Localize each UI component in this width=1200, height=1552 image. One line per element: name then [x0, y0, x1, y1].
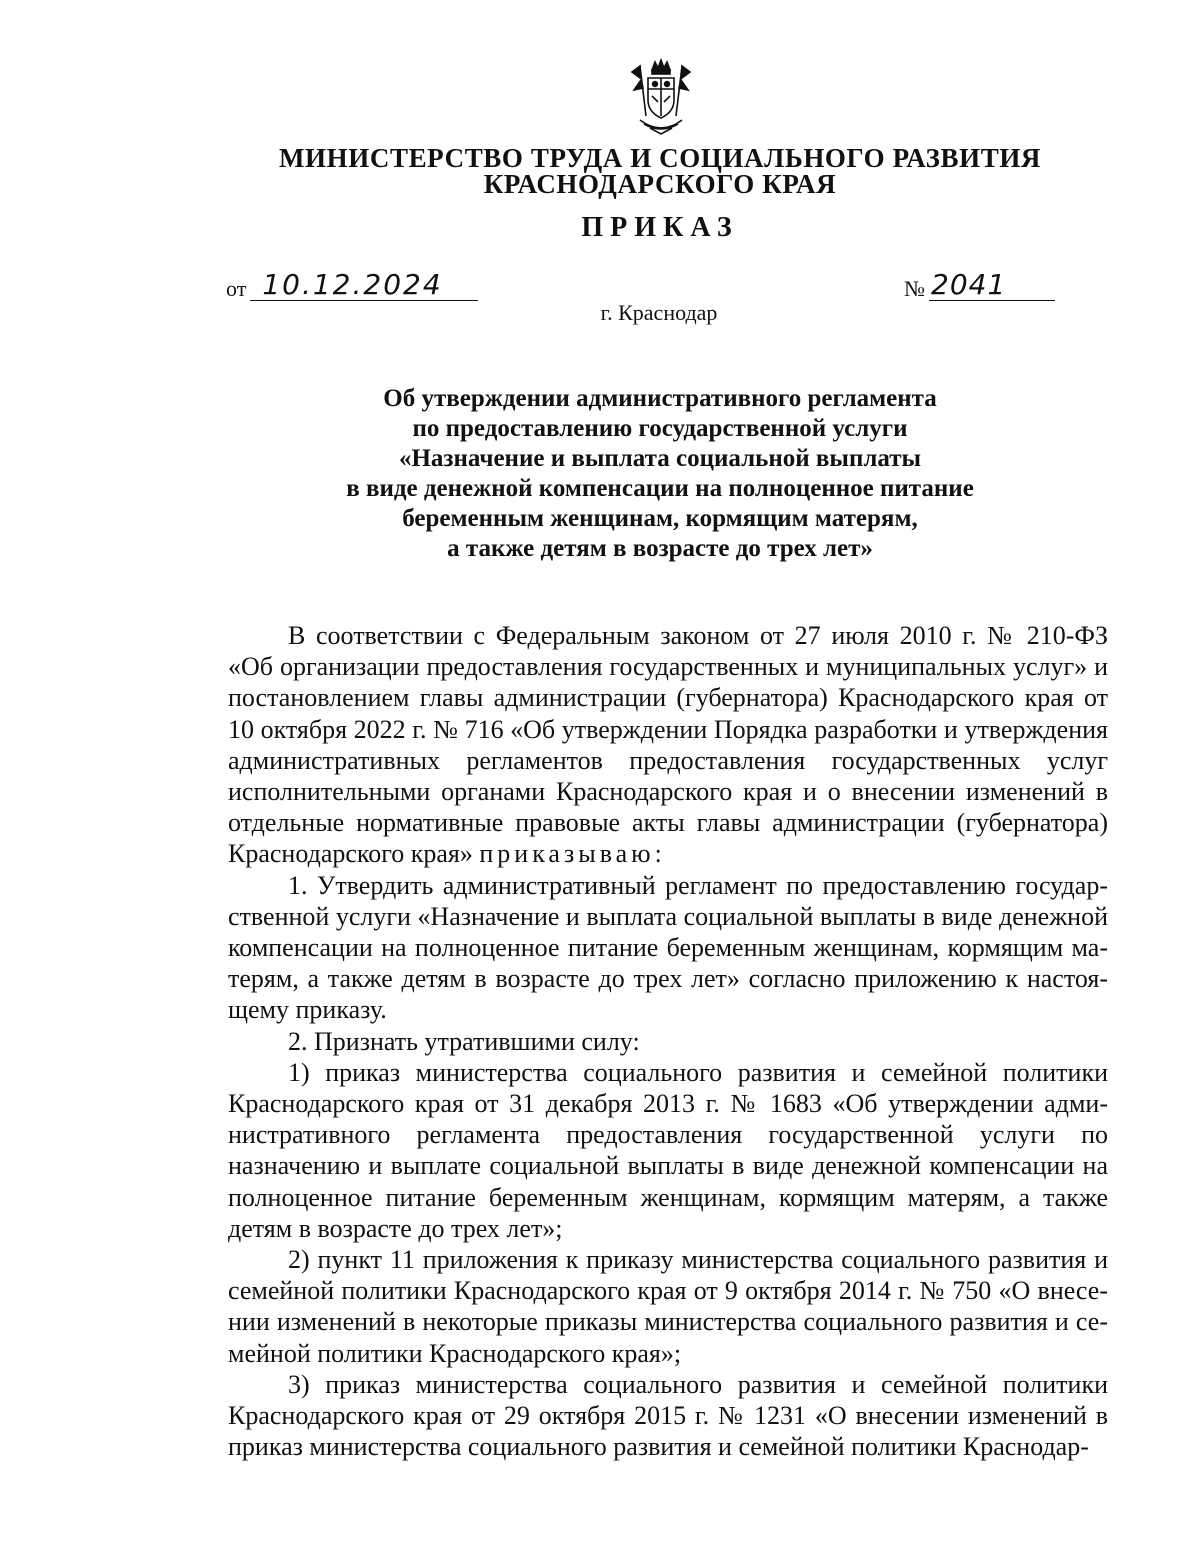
handwritten-date: 10.12.2024: [250, 270, 478, 301]
ministry-name-line2: КРАСНОДАРСКОГО КРАЯ: [483, 169, 837, 199]
coat-of-arms-emblem: [628, 56, 694, 138]
document-date: [226, 270, 478, 301]
ministry-name-line1: МИНИСТЕРСТВО ТРУДА И СОЦИАЛЬНОГО РАЗВИТИЯ: [278, 143, 1042, 173]
title-line: Об утверждении административного регламента: [383, 385, 937, 412]
city-line: г. Краснодар: [600, 300, 718, 325]
preamble-text: В соответствии с Федеральным законом от 27 июля 2010 г. № 210-ФЗ «Об организации предоставления государственных и муниципальных услуг» и постановлением главы администрации (губернатора) Краснодарского края от 10 октября 2022 г. № 716 «Об утверждении Порядка разработки и утверждения административных регламентов предоставления государственных услуг исполнительными органами Краснодарского края и о внесении изменений в отдельные нормативные правовые акты главы администрации (губернатора) Краснодарского края»: [228, 621, 1108, 869]
title-line: а также детям в возрасте до трех лет»: [447, 535, 873, 562]
document-body: [228, 620, 1108, 1462]
order-word: приказываю:: [479, 839, 666, 869]
date-prefix: от: [226, 276, 247, 301]
body-paragraph-preamble: [228, 620, 1108, 870]
body-paragraph-subitem-3: 3) приказ министерства социального развития и семейной политики Краснодарского края от 29 октября 2015 г. № 1231 «О внесении изменений в приказ министерства социального развития и семейной политики Краснодар-: [228, 1369, 1108, 1462]
handwritten-number: 2041: [929, 270, 1055, 301]
body-paragraph-item-1: 1. Утвердить административный регламент по предоставлению государственной услуги «Назначение и выплата социальной выплаты в виде денежной компенсации на полноценное питание беременным женщинам, кормящим матерям, а также детям в возрасте до трех лет» согласно приложению к настоящему приказу.: [228, 870, 1108, 1025]
title-line: в виде денежной компенсации на полноценное питание: [346, 475, 974, 502]
title-line: беременным женщинам, кормящим матерям,: [402, 505, 918, 532]
body-paragraph-subitem-2: 2) пункт 11 приложения к приказу министерства социального развития и семейной политики Краснодарского края от 9 октября 2014 г. № 750 «О внесении изменений в некоторые приказы министерства социального развития и семейной политики Краснодарского края»;: [228, 1245, 1108, 1368]
document-title: [290, 384, 1030, 564]
document-number: [904, 270, 1055, 301]
title-line: «Назначение и выплата социальной выплаты: [398, 445, 922, 472]
title-line: по предоставлению государственной услуги: [412, 415, 908, 442]
body-paragraph-subitem-1: 1) приказ министерства социального развития и семейной политики Краснодарского края от 31 декабря 2013 г. № 1683 «Об утверждении административного регламента предоставления государственной услуги по назначению и выплате социальной выплаты в виде денежной компенсации на полноценное питание беременным женщинам, кормящим матерям, а также детям в возрасте до трех лет»;: [228, 1057, 1108, 1243]
body-paragraph-item-2: 2. Признать утратившими силу:: [288, 1026, 640, 1056]
number-prefix: №: [904, 276, 925, 301]
document-type-heading: ПРИКАЗ: [581, 212, 739, 243]
